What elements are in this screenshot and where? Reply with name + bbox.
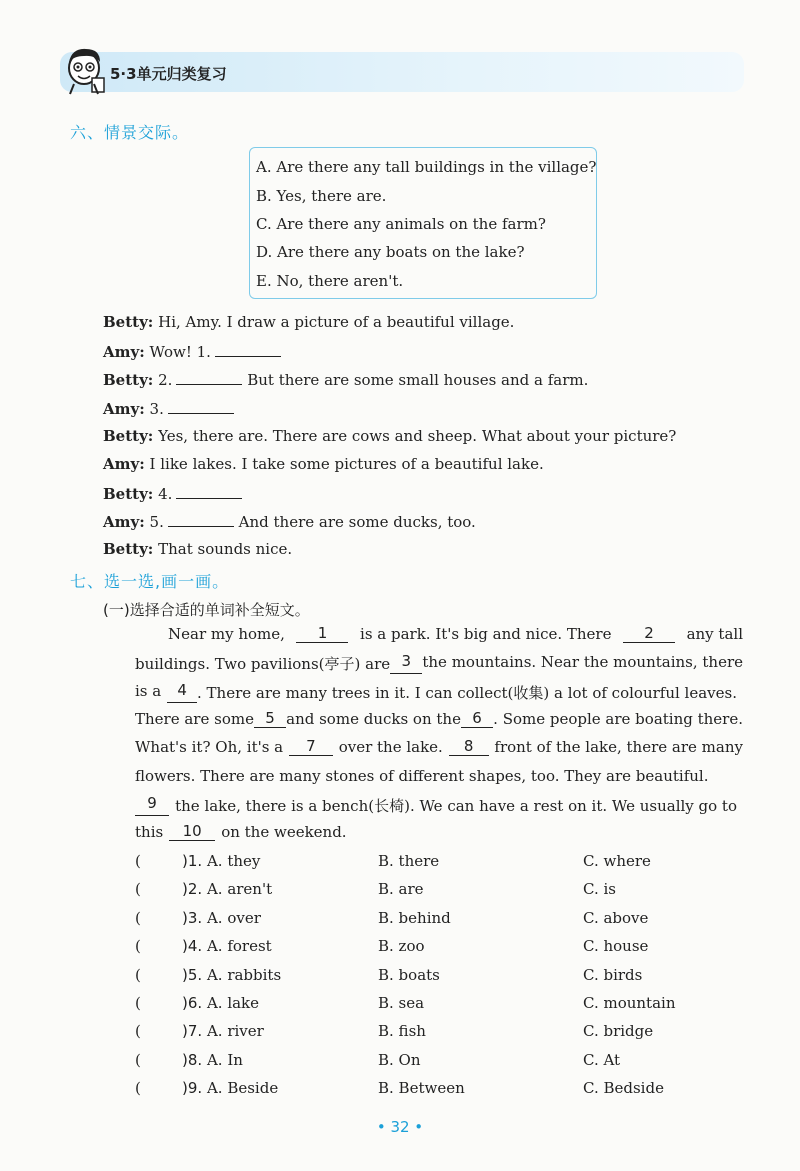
answer-blank-5[interactable] [168, 512, 234, 527]
passage-text: front of the lake, there are many [494, 738, 743, 756]
choice-a: A. they [206, 852, 261, 870]
speaker: Amy: [103, 513, 145, 531]
question-row-5[interactable] [135, 966, 755, 986]
passage-blank-9[interactable]: 9 [135, 795, 169, 816]
dialogue-text: Hi, Amy. I draw a picture of a beautiful village. [158, 313, 515, 331]
choice-c: C. mountain [583, 994, 676, 1012]
choice-c: C. house [583, 937, 649, 955]
dialogue-line-9 [103, 540, 292, 558]
dialogue-text-after: But there are some small houses and a farm. [247, 371, 589, 389]
question-number: )1. [182, 852, 203, 870]
question-row-9[interactable] [135, 1079, 755, 1099]
passage-line-1 [135, 625, 743, 643]
answer-blank-3[interactable] [168, 399, 234, 414]
passage-blank-2[interactable]: 2 [623, 625, 675, 643]
passage-text: flowers. There are many stones of different shapes, too. They are beautiful. [135, 767, 709, 785]
dialogue-text: 2. [158, 371, 173, 389]
unit-review-title: 5·3单元归类复习 [110, 65, 227, 83]
answer-blank-1[interactable] [215, 342, 281, 357]
passage-line-4 [135, 710, 743, 728]
passage-text: over the lake. [338, 738, 443, 756]
speaker: Amy: [103, 400, 145, 418]
dialogue-line-8 [103, 512, 476, 531]
dialogue-line-4 [103, 399, 234, 418]
subsection-title: (一)选择合适的单词补全短文。 [103, 601, 310, 619]
question-number: )7. [182, 1022, 203, 1040]
passage-line-8 [135, 823, 743, 841]
passage-line-7 [135, 795, 743, 816]
choice-b: B. behind [378, 909, 451, 927]
question-number: )3. [182, 909, 203, 927]
answer-blank-4[interactable] [176, 484, 242, 499]
choice-b: B. Between [378, 1079, 465, 1097]
passage-blank-10[interactable]: 10 [169, 823, 215, 841]
answer-paren[interactable]: ( [135, 966, 141, 984]
passage-text: the mountains. Near the mountains, there [422, 653, 743, 671]
question-row-2[interactable] [135, 880, 755, 900]
option-b: B. Yes, there are. [256, 187, 387, 205]
choice-c: C. above [583, 909, 649, 927]
passage-text: What's it? Oh, it's a [135, 738, 284, 756]
choice-a: A. river [206, 1022, 264, 1040]
passage-text: any tall [686, 625, 743, 643]
choice-b: B. fish [378, 1022, 426, 1040]
dialogue-text: 5. [149, 513, 164, 531]
speaker: Betty: [103, 371, 154, 389]
answer-paren[interactable]: ( [135, 1022, 141, 1040]
passage-text: this [135, 823, 164, 841]
speaker: Amy: [103, 455, 145, 473]
choice-a: A. aren't [206, 880, 273, 898]
passage-text: on the weekend. [221, 823, 347, 841]
dialogue-line-6 [103, 455, 544, 473]
passage-blank-3[interactable]: 3 [390, 653, 422, 674]
passage-text: is a park. It's big and nice. There [360, 625, 612, 643]
question-number: )8. [182, 1051, 203, 1069]
speaker: Betty: [103, 427, 154, 445]
dialogue-text: Yes, there are. There are cows and sheep. What about your picture? [158, 427, 677, 445]
answer-paren[interactable]: ( [135, 880, 141, 898]
choice-b: B. boats [378, 966, 440, 984]
dialogue-text: Wow! 1. [149, 343, 211, 361]
choice-b: B. sea [378, 994, 425, 1012]
question-number: )6. [182, 994, 203, 1012]
question-number: )2. [182, 880, 203, 898]
choice-b: B. On [378, 1051, 421, 1069]
choice-a: A. lake [206, 994, 260, 1012]
passage-text: Near my home, [168, 625, 285, 643]
choice-a: A. In [206, 1051, 243, 1069]
dialogue-line-1 [103, 313, 514, 331]
passage-blank-5[interactable]: 5 [254, 710, 286, 728]
dialogue-text: 4. [158, 485, 173, 503]
dialogue-line-7 [103, 484, 242, 503]
question-row-8[interactable] [135, 1051, 755, 1071]
choice-b: B. are [378, 880, 424, 898]
question-number: )9. [182, 1079, 203, 1097]
section-7-title: 七、选一选,画一画。 [70, 572, 230, 591]
dialogue-line-3 [103, 370, 588, 389]
dialogue-text-after: And there are some ducks, too. [238, 513, 476, 531]
option-e: E. No, there aren't. [256, 272, 404, 290]
choice-a: A. rabbits [206, 966, 282, 984]
answer-paren[interactable]: ( [135, 994, 141, 1012]
question-row-3[interactable] [135, 909, 755, 929]
speaker: Betty: [103, 313, 154, 331]
question-row-6[interactable] [135, 994, 755, 1014]
passage-text: is a [135, 682, 162, 700]
passage-line-3 [135, 682, 743, 703]
passage-text: There are some [135, 710, 254, 728]
dialogue-text: That sounds nice. [158, 540, 293, 558]
choice-c: C. bridge [583, 1022, 654, 1040]
passage-blank-4[interactable]: 4 [167, 682, 197, 703]
passage-blank-7[interactable]: 7 [289, 738, 333, 756]
question-row-1[interactable] [135, 852, 755, 872]
answer-paren[interactable]: ( [135, 852, 141, 870]
answer-paren[interactable]: ( [135, 937, 141, 955]
passage-text: . Some people are boating there. [493, 710, 743, 728]
dialogue-line-2 [103, 342, 281, 361]
section-6-title: 六、情景交际。 [70, 123, 190, 142]
passage-line-6 [135, 767, 743, 785]
question-row-4[interactable] [135, 937, 755, 957]
choice-c: C. Bedside [583, 1079, 664, 1097]
speaker: Betty: [103, 485, 154, 503]
page-number: • 32 • [376, 1118, 424, 1136]
student-mascot-icon [62, 44, 108, 96]
passage-line-5 [135, 738, 743, 756]
option-c: C. Are there any animals on the farm? [256, 215, 546, 233]
speaker: Amy: [103, 343, 145, 361]
speaker: Betty: [103, 540, 154, 558]
passage-text: . There are many trees in it. I can collect(收集) a lot of colourful leaves. [197, 684, 737, 702]
question-number: )4. [182, 937, 203, 955]
passage-text: and some ducks on the [286, 710, 461, 728]
answer-blank-2[interactable] [176, 370, 242, 385]
question-row-7[interactable] [135, 1022, 755, 1042]
question-number: )5. [182, 966, 203, 984]
choice-b: B. there [378, 852, 440, 870]
passage-blank-6[interactable]: 6 [461, 710, 493, 728]
answer-paren[interactable]: ( [135, 909, 141, 927]
dialogue-text: I like lakes. I take some pictures of a beautiful lake. [149, 455, 544, 473]
passage-line-2 [135, 653, 743, 674]
passage-text: buildings. Two pavilions(亭子) are [135, 655, 391, 673]
choice-c: C. where [583, 852, 651, 870]
choice-b: B. zoo [378, 937, 425, 955]
choice-a: A. over [206, 909, 261, 927]
choice-c: C. birds [583, 966, 643, 984]
option-a: A. Are there any tall buildings in the village? [256, 158, 597, 176]
dialogue-text: 3. [149, 400, 164, 418]
passage-text: the lake, there is a bench(长椅). We can have a rest on it. We usually go to [175, 797, 737, 815]
choice-c: C. At [583, 1051, 621, 1069]
answer-paren[interactable]: ( [135, 1079, 141, 1097]
passage-blank-1[interactable]: 1 [296, 625, 348, 643]
choice-c: C. is [583, 880, 616, 898]
passage-blank-8[interactable]: 8 [449, 738, 489, 756]
answer-paren[interactable]: ( [135, 1051, 141, 1069]
choice-a: A. Beside [206, 1079, 279, 1097]
choice-a: A. forest [206, 937, 272, 955]
option-d: D. Are there any boats on the lake? [256, 243, 525, 261]
dialogue-line-5 [103, 427, 676, 445]
